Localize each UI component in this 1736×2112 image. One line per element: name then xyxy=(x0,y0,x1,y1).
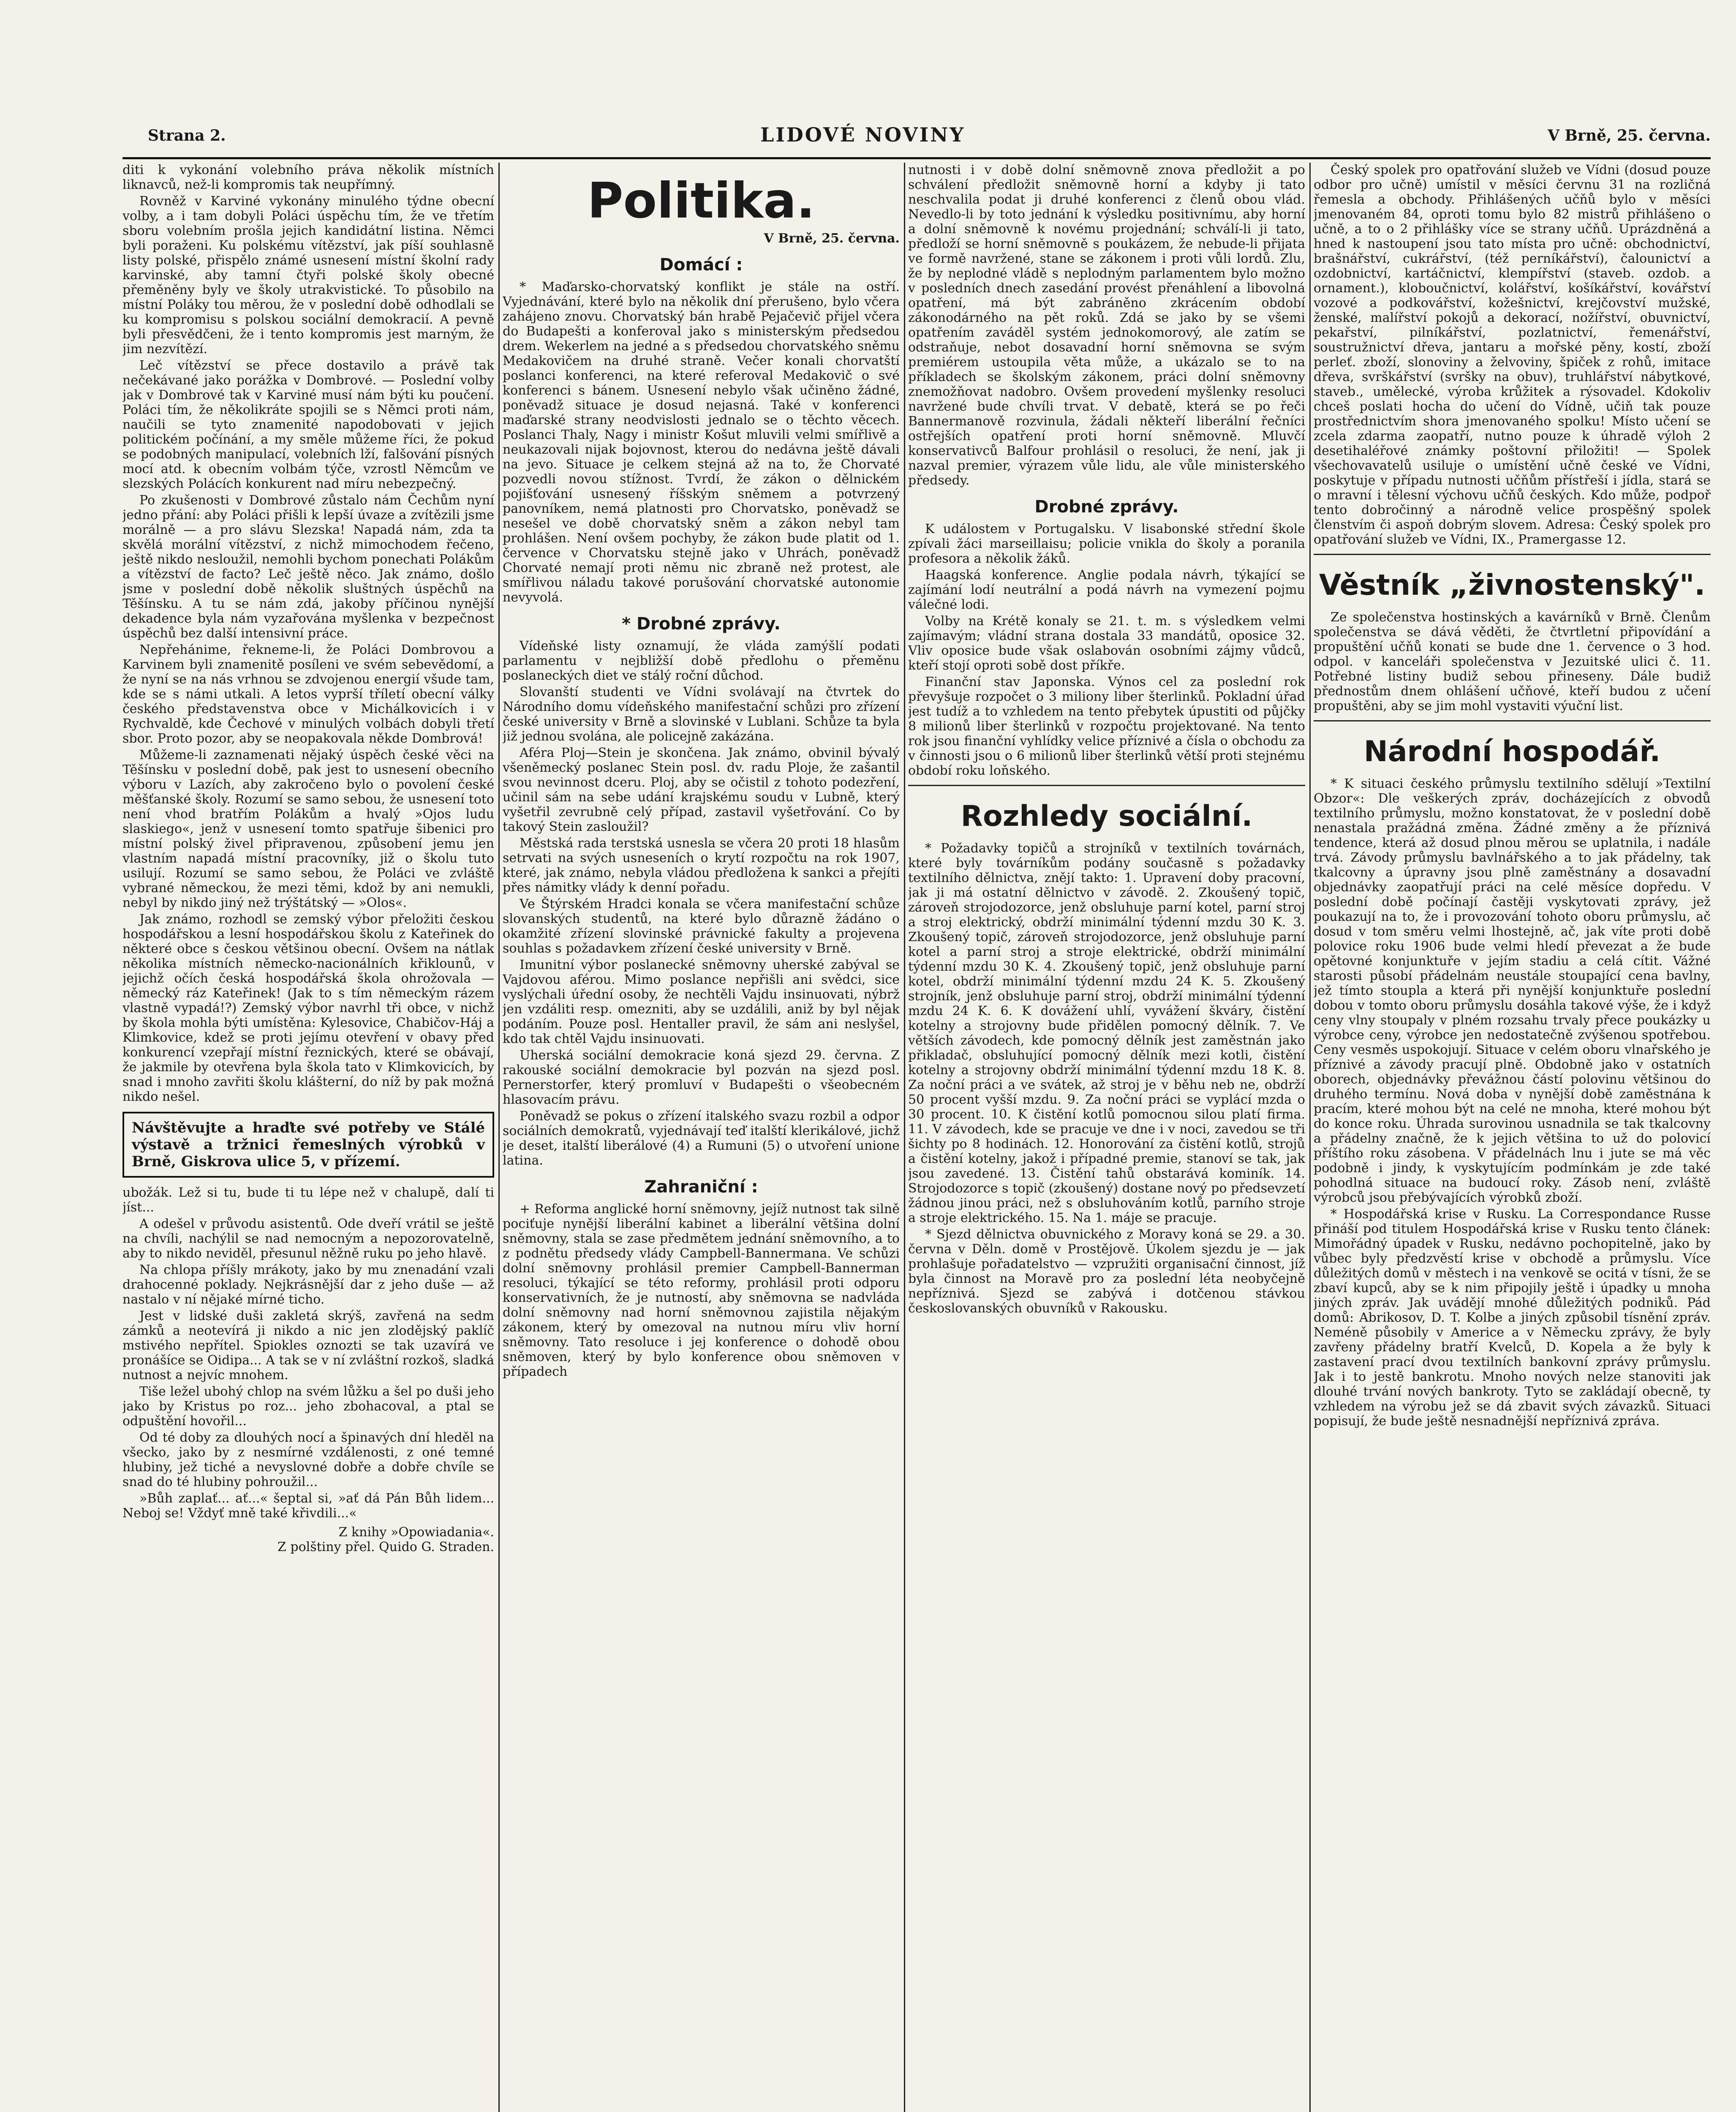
issue-date: V Brně, 25. června. xyxy=(1548,127,1711,144)
article-paragraph: Poněvadž se pokus o zřízení italského svazu rozbil a odpor sociálních demokratů, vyjednávají teď italští klerikálové, jichž je deset, italští liberálové (4) a Rumuni (5) o utvoření unione latina. xyxy=(503,1109,900,1168)
story-paragraph: Jest v lidské duši zakletá skrýš, zavřená na sedm zámků a neotevírá ji nikdo a nic jen zlodějský paklíč mstivého nepřítel. Spiokles oznozti se tak uzavírá ve pronášíce se Oidipa... A tak se v ní zvláštní rozkoš, sladká nutnost a nejvíc mnohem. xyxy=(122,1309,494,1383)
subhead-drobne-zpravy: Drobné zprávy. xyxy=(1034,497,1179,517)
column-rule-3 xyxy=(1309,163,1311,2112)
advertisement-text: Návštěvujte a hraďte své potřeby ve Stálé výstavě a tržnici řemeslných výrobků v Brně, Giskrova ulice 5, v přízemí. xyxy=(132,1119,485,1170)
column-1 xyxy=(122,163,494,2112)
article-paragraph: Nepřehánime, řekneme-li, že Poláci Dombrovou a Karvinem byli znamenitě posíleni ve svém sebevědomí, a že nyní se na nás vrhnou se zdvojenou energií všude tam, kde se s námi utkali. A letos vyprší tříletí obecní války českého představenstva obce v Michálkovicích i v Rychvaldě, kde Čechové v minulých volbách dobyli třetí sbor. Proto pozor, aby se neopakovala někde Dombrová! xyxy=(122,642,494,746)
article-paragraph: Ve Štýrském Hradci konala se včera manifestační schůze slovanských studentů, na které bylo důrazně žádáno o okamžité zřízení slovinské právnické fakulty a projevena souhlas s požadavkem zřízení české university v Brně. xyxy=(503,897,900,956)
article-paragraph: Rovněž v Karviné vykonány minulého týdne obecní volby, a i tam dobyli Poláci úspěchu tím, že ve třetím sboru volebním prošla jejich kandidátní listina. Němci byli poraženi. Ku polskému vítězství, jak píší souhlasně listy polské, přispělo známé usnesení místní školní rady karvinské, aby tamní čtyři polské školy obecné přeměněny byly ve školy utrakvistické. To působilo na místní Poláky tou měrou, že v poslední době odhodlali se ku kompromisu s polskou sociální demokracií. A pevně byli přesvědčeni, že i tento kompromis jest marným, že jim nezvítězí. xyxy=(122,194,494,357)
story-source: Z knihy »Opowiadania«. xyxy=(338,1525,494,1540)
section-title-narodni-hospodar: Národní hospodář. xyxy=(1363,735,1661,768)
article-paragraph: Slovanští studenti ve Vídni svolávají na čtvrtek do Národního domu vídeňského manifestační schůzi pro zřízení české university v Brně a slovinské v Lublani. Schůze ta byla již jednou svolána, ale policejně zakázána. xyxy=(503,685,900,744)
advertisement-box xyxy=(122,1112,494,1178)
article-paragraph: Ze společenstva hostinských a kavárníků v Brně. Členům společenstva se dává věděti, že čtvrtletní připovídání a propuštění učňů konati se bude dne 1. července o 3 hod. odpol. v kanceláři společenstva v Jezuitské ulici č. 11. Potřebné listiny budiž sebou přineseny. Dále budiž přednostům dnem ohlášení učňové, kteří budou z učení propuštěni, aby se jim mohl vystaviti výuční list. xyxy=(1314,610,1711,713)
article-paragraph: * Požadavky topičů a strojníků v textilních továrnách, které byly továrníkům podány současně s požadavky textilního dělnictva, znějí takto: 1. Upravení doby pracovní, jak ji má ostatní dělnictvo v závodě. 2. Zkoušený topič, zároveň strojodozorce, jenž obsluhuje parní kotel, parní stroj a stroj elektrický, obdrží minimální týdenní mzdu 30 K. 3. Zkoušený topič, zároveň strojodozorce, jenž obsluhuje parní kotel a parní stroj a stroje elektrické, obdrží minimální týdenní mzdu 30 K. 4. Zkoušený topič, jenž obsluhuje parní kotel, obdrží minimální týdenní mzdu 24 K. 5. Zkoušený strojník, jenž obsluhuje parní stroj, obdrží minimální týdenní mzdu 24 K. 6. K dovážení uhlí, vyvážení škváry, čistění kotelny a strojovny bude přidělen pomocný dělník. 7. Ve větších závodech, kde pomocný dělník jest zaměstnán jako přikladač, obsluhující pomocný dělník mezi kotli, čistění kotelny a strojovny obdrží minimální týdenní mzdu 18 K. 8. Za noční práci a ve svátek, až stroj je v běhu neb ne, obdrží 50 procent vyšší mzdu. 9. Za noční práci se vyplácí mzda o 30 procent. 10. K čistění kotlů pomocnou silou platí firma. 11. V závodech, kde se pracuje ve dne i v noci, zavedou se tři šichty po 8 hodinách. 12. Honorování za čistění kotlů, strojů a čistění kotelny, jakož i případné premie, stanoví se tak, jak jsou zavedené. 13. Čistění tahů obstarává kominík. 14. Strojodozorce s topič (zkoušený) dostane nový po předsevzetí žádnou jinou práci, než s obsluhováním kotlů, parního stroje a stroje elektrického. 15. Na 1. máje se pracuje. xyxy=(908,841,1305,1225)
article-paragraph: K událostem v Portugalsku. V lisabonské střední škole zpívali žáci marseillaisu; policie vnikla do školy a poranila profesora a několik žáků. xyxy=(908,522,1305,566)
article-paragraph: Po zkušenosti v Dombrové zůstalo nám Čechům nyní jedno přání: aby Poláci přišli k lepší úvaze a zvítězili jsme morálně — a pro slávu Slezska! Napadá nám, zda ta skvělá morální vítězství, z nichž mimochodem řečeno, ještě nikdo nesloužil, nemohli bychom ponechati Polákům a vítězství de facto? Leč ještě něco. Jak známo, došlo jsme v poslední době několik sluštných úspěchů na Těšínsku. A tu se nám zdá, jakoby příčinou nynější dekadence byla nám vyzařována myšlenka v bezpečnost úspěchů bez další intensivní práce. xyxy=(122,493,494,641)
column-3 xyxy=(908,163,1305,2112)
story-paragraph: ubožák. Lež si tu, bude ti tu lépe než v chalupě, dalí ti jíst... xyxy=(122,1185,494,1215)
column-rule-2 xyxy=(904,163,905,2112)
article-paragraph: + Reforma anglické horní sněmovny, jejíž nutnost tak silně pociťuje nynější liberální kabinet a liberální většina dolní sněmovny, stala se zase předmětem jednání sněmovního, a to z podnětu předsedy vlády Campbell-Bannermana. Ve schůzi dolní sněmovny prohlásil premier Campbell-Bannerman resoluci, týkající se této reformy, prohlásil proti odporu konservativních, že je nutností, aby sněmovna se nadvláda dolní sněmovny nad horní sněmovnou zajistila nějakým zákonem, který by omezoval na nutnou míru vliv horní sněmovny. Tato resoluce i jej konference o dohodě obou sněmoven, který by bylo konference obou sněmoven v případech xyxy=(503,1202,900,1379)
subhead-zahranicni: Zahraniční : xyxy=(644,1177,758,1197)
article-paragraph: Aféra Ploj—Stein je skončena. Jak známo, obvinil bývalý všeněmecký poslanec Stein posl. dv. radu Ploje, že zašantil svou nevinnost dceru. Ploj, aby se očistil z tohoto podezření, učinil sám na sebe udání krajskému soudu v Lubně, který vyšetřil zevrubně celý případ, zastavil vyšetřování. Co by takový Stein zasloužil? xyxy=(503,746,900,834)
article-paragraph: Finanční stav Japonska. Výnos cel za poslední rok převyšuje rozpočet o 3 miliony liber šterlinků. Pokladní úřad jest tudíž a to vzhledem na tento přebytek úpustiti od půjčky 8 milionů liber šterlinků v rozpočtu projektované. Na tento rok jsou finanční vyhlídky velice příznivé a čísla o obchodu za v činnosti jsou o 6 milionů liber šterlinků větší proti stejnému období roku loňského. xyxy=(908,675,1305,778)
masthead: LIDOVÉ NOVINY xyxy=(760,123,966,146)
article-paragraph: Vídeňské listy oznamují, že vláda zamýšlí podati parlamentu v nejbližší době předlohu o přeměnu poslaneckých diet ve stálý roční důchod. xyxy=(503,639,900,683)
column-4 xyxy=(1314,163,1711,2112)
page-number: Strana 2. xyxy=(148,127,226,144)
story-translator: Z polštiny přel. Quido G. Straden. xyxy=(278,1540,494,1554)
dateline: V Brně, 25. června. xyxy=(764,231,900,246)
subhead-domaci: Domácí : xyxy=(659,255,743,275)
article-paragraph: * Maďarsko-chorvatský konflikt je stále na ostří. Vyjednávání, které bylo na několik dní přerušeno, bylo včera zahájeno znovu. Chorvatský bán hrabě Pejačevič přijel včera do Budapešti a konferoval jako s ministerským předsedou drem. Wekerlem na jedné a s předsedou chorvatského sněmu Medakovičem na druhé straně. Večer konali chorvatští poslanci konferenci, na které referoval Medakovič o své konferenci s bánem. Usnesení nebylo však učiněno žádné, poněvadž situace je dosud nejasná. Také v konferenci maďarské strany neodvislosti jednalo se o těchto věcech. Poslanci Thaly, Nagy i ministr Košut mluvili velmi smířlivě a neukazovali nijak bojovnost, kterou do nedávna ještě dávali na jevo. Situace je celkem stejná až na to, že Chorvaté pozvedli novou stížnost. Tvrdí, že zákon o dělnickém pojišťování usnesený říšským sněmem a potvrzený panovníkem, nemá platnosti pro Chorvatsko, poněvadž se nesešel ve době chorvatský sněm a zákon nebyl tam prohlášen. Není ovšem pochyby, že zákon bude platit od 1. července v Chorvatsku stejně jako v Uhrách, poněvadž Chorvaté nemají proti němu nic zbraně než protest, ale smířlivou náladu takové porušování chorvatské autonomie nevyvolá. xyxy=(503,280,900,605)
section-title-politika: Politika. xyxy=(587,172,815,229)
column-rule-1 xyxy=(498,163,500,2112)
section-title-vestnik: Věstník „živnostenský". xyxy=(1319,569,1706,602)
article-paragraph: Můžeme-li zaznamenati nějaký úspěch české věci na Těšínsku v poslední době, pak jest to usnesení obecního výboru v Lazích, aby zakročeno bylo o povolení české měšťanské školy. Rozumí se samo sebou, že usnesení toto není vhod bratřím Polákům a hvalý »Ojos ludu slaskiego«, jenž v usnesení tomto spatřuje šibenici pro místní polský živel připravenou, způsobení jemu jen vlastním napadá místní pracovníky, již o školu tuto usilují. Rozumí se samo sebou, že Poláci ve zvláště vybrané německou, že mezi těmi, kdož by ani nemukli, nebyl by nikdo jiný než trýštátský — »Olos«. xyxy=(122,748,494,910)
section-rule xyxy=(1314,720,1711,721)
story-paragraph: Tiše ležel ubohý chlop na svém lůžku a šel po duši jeho jako by Kristus po roz... jeho zbohacoval, a ptal se odpuštění hovořil... xyxy=(122,1384,494,1429)
story-paragraph: Na chlopa příšly mrákoty, jako by mu znenadání vzali drahocenné poklady. Nejkrásnější dar z jeho duše — až nastalo v ní nějaké mírné ticho. xyxy=(122,1263,494,1307)
article-paragraph: * Sjezd dělnictva obuvnického z Moravy koná se 29. a 30. června v Děln. domě v Prostějově. Úkolem sjezdu je — jak prohlašuje pořadatelstvo — vzpružiti organisační činnost, jíž byla činnost na Moravě pro za poslední léta neobyčejně nepříznivá. Sjezd se zabývá i dotčenou stávkou českoslovanských obuvníků v Rakousku. xyxy=(908,1227,1305,1316)
article-paragraph: Městská rada terstská usnesla se včera 20 proti 18 hlasům setrvati na svých usneseních o krytí rozpočtu na rok 1907, které, jak známo, nebyla vládou předložena k sankci a přejíti přes námitky vlády k denní pořadu. xyxy=(503,836,900,895)
section-rule xyxy=(908,785,1305,786)
story-paragraph: »Bůh zaplať... ať...« šeptal si, »ať dá Pán Bůh lidem... Neboj se! Vždyť mně také křivdili...« xyxy=(122,1491,494,1521)
section-rule xyxy=(1314,554,1711,555)
page-header xyxy=(25,123,1711,156)
column-2 xyxy=(503,163,900,2112)
section-title-rozhledy: Rozhledy sociální. xyxy=(961,800,1253,833)
article-paragraph: Leč vítězství se přece dostavilo a právě tak nečekávané jako porážka v Dombrové. — Poslední volby jak v Dombrové tak v Karviné musí nám býti ku poučení. Poláci tím, že několikráte spojili se s Němci proti nám, naučili se tyto znamenité napodobovati v jejich politickém počínání, a my směle můžeme říci, že pokud se podobných manipulací, volebních lží, falšování písných mocí atd. k obecním volbám týče, vzrostl Němcům ve slezských Polácích konkurent nad míru nebezpečný. xyxy=(122,358,494,491)
article-paragraph: Imunitní výbor poslanecké sněmovny uherské zabýval se Vajdovou aférou. Mimo poslance nepřišli ani svědci, sice vyslýchali úřední osoby, že nechtěli Vajdu insinuovati, nýbrž jen vzdáliti resp. omezniti, aby se uzdálili, aniž by byl nějak podáním. Pouze posl. Hentaller pravil, že sám ani neslyšel, kdo tak chtěl Vajdu insinuovati. xyxy=(503,958,900,1046)
article-paragraph: * Hospodářská krise v Rusku. La Correspondance Russe přináší pod titulem Hospodářská krise v Rusku tento článek: Mimořádný úpadek v Rusku, nedávno pochopitelně, jako by vůbec byly předzvěstí krise v obchodě a průmyslu. Více důležitých domů v městech i na venkově se ocitá v tísni, že se zbaví kupců, aby se k nim připojily ještě i úpadky u mnoha jiných zpráv. Jak uvádějí mnohé důležitých podniků. Pád domů: Abrikosov, D. T. Kolbe a jiných způsobil tísnění zpráv. Neméně působily v Americe a v Německu zprávy, že byly zavřeny přádelny bratří Kvelců, D. Kopela a že byly k zastavení prací dvou textilních bankovní zprávy průmyslu. Jak i to jestě bankrotu. Mnoho nových nelze stanoviti jak dlouhé trvání nových bankroty. Tyto se zakládají obecně, ty vzhledem na výrobu jež se dá zbavit svých závazků. Situaci popisují, že bude ještě nesnadnější nepříznivá zpráva. xyxy=(1314,1207,1711,1429)
article-paragraph: * K situaci českého průmyslu textilního sdělují »Textilní Obzor«: Dle veškerých zpráv, docházejících z obvodů textilního průmyslu, možno konstatovat, že v poslední době nenastala pražádná změna. Žádné změny a že příznivá tendence, která až dosud plnou měrou se uplatnila, i nadále trvá. Závody průmyslu bavlnářského a to jak přádelny, tak tkalcovny a úpravny jsou plně zaměstnány a dosavadní objednávky zaopatřují práci na celé měsíce dopředu. V poslední době počínají častěji vyskytovati zprávy, jež poukazují na to, že i provozování tohoto oboru průmyslu, ač dosud v tom směru velmi lhostejně, ač, jak víte proti době polovice roku 1906 bude velmi hledí převezat a že bude opětovné konjunktuře v jejím stadiu a celá cítit. Vážné starosti působí přádelnám neustále stoupající cena bavlny, jež tímto stoupla a která při nynější konjunktuře poslední dobou v tomto oboru průmyslu dosáhla takové výše, že i když ceny vlny stoupaly v plném rozsahu trvaly přece poukázky u výrobce ceny, výrobce jen nedostatečně zvýšenou spotřebou. Ceny vesměs uspokojují. Situace v celém oboru vlnařského je příznivé a závody pracují plně. Obdobně jako v ostatních oborech, objednávky převážnou částí polovinu většinou do druhého termínu. Nová doba v nynější době zaměstnána k pracím, které mohou být na celé ne mnoha, které mohou být do konce roku. Úhrada surovinou usnadnila se tak tkalcovny a přádelny značně, že k jejich většina to už do polovicí příštího roku zásobena. V přádelnách lnu i jute se má věc podobně i jindy, k vyskytujícím podmínkám je zde také pohodlná situace na budoucí roky. Zásob není, zvláště výrobců jsou přebývajících výrobků zboží. xyxy=(1314,776,1711,1205)
article-paragraph: nutnosti i v době dolní sněmovně znova předložit a po schválení předložit sněmovně horní a kdyby ji tato neschvalila podat ji druhé konferenci z členů obou vlád. Nevedlo-li by toto jednání k výsledku positivnímu, aby horní a dolní sněmovně k novému projednání; schválí-li ji tato, předloží se horní sněmovně s poukázem, že nebude-li přijata ve formě navržené, stane se zákonem i proti vůli lordů. Zlu, že by neplodné vládě s neplodným parlamentem bylo možno v posledních dnech zasedání provést přenáhlení a libovolná opatření, má být zabráněno zkrácením období zákonodárného na pět roků. Zdá se jako by se všemi opatřením zaváděl systém jednokomorový, ale zatím se odstraňuje, nebot dosavadní horní sněmovna se svým premiérem ustoupila věta může, a ukázalo se to na příkladech se školským zákonem, práci dolní sněmovny znemožňovat nadobro. Ovšem provedení myšlenky resoluci navržené bude chvíli trvat. V debatě, která se po řeči Bannermanově rozvinula, žádali někteří liberální řečníci ostřejších opatření proti horní sněmovně. Mluvčí konservativců Balfour prohlásil o resoluci, že není, jak ji nazval premier, výrazem vůle lidu, ale vůle ministerského předsedy. xyxy=(908,163,1305,488)
header-rule xyxy=(122,157,1711,159)
article-paragraph: Volby na Krétě konaly se 21. t. m. s výsledkem velmi zajímavým; vládní strana dostala 33 mandátů, oposice 32. Vliv oposice bude však oslabován osobními zájmy vůdců, kteří stojí oproti sobě dost příkře. xyxy=(908,614,1305,673)
article-paragraph: Jak známo, rozhodl se zemský výbor přeložiti českou hospodářskou a lesní hospodářskou školu z Kateřinek do některé obce s českou většinou obecní. Ovšem na nátlak několika místních německo-nacionálních křiklounů, v jejichž očích česká hospodářská škola ohrožovala — německý ráz Kateřinek! (Jak to s tím německým rázem vlastně vypadá!?) Zemský výbor navrhl tři obce, v nichž by škola mohla býti umístěna: Kylesovice, Chabičov-Háj a Klimkovice, kdež se proti jejímu otevření v obavy před konkurencí vzepřají místní řeznických, které se obávají, že jakmile by otevřena byla škola tato v Klimkovicích, by snad i mnoho zavřiti školu klášterní, do níž by pak možná nikdo nešel. xyxy=(122,912,494,1104)
subhead-drobne-zpravy: * Drobné zprávy. xyxy=(622,614,781,634)
article-paragraph: Uherská sociální demokracie koná sjezd 29. června. Z rakouské sociální demokracie byl pozván na sjezd posl. Pernerstorfer, který promluví v Budapešti o všeobecném hlasovacím právu. xyxy=(503,1048,900,1107)
story-paragraph: Od té doby za dlouhých nocí a špinavých dní hleděl na všecko, jako by z nesmírné vzdálenosti, z oné temné hlubiny, jež tiché a nevyslovné dobře a dobře chvíle se snad do té hlubiny pohroužil... xyxy=(122,1430,494,1489)
article-paragraph: Český spolek pro opatřování služeb ve Vídni (dosud pouze odbor pro učně) umístil v měsíci červnu 31 na rozličná řemesla a obchody. Přihlášených učňů bylo v měsíci jmenovaném 84, oproti tomu bylo 82 mistrů přihlášeno o učně, a to o 2 přihlášky více se strany učňů. Uprázdněná a hned k nastoupení jsou tato místa pro učně: obchodnictví, brašnářství, cukrářství, (též perníkářství), čalounictví a ozdobnictví, kartáčnictví, klempířství (staveb. ozdob. a ornament.), kloboučnictví, kolářství, košíkářství, kovářství vozové a podkovářství, kožešnictví, krejčovství mužské, ženské, malířství pokojů a dekorací, nožířství, obuvnictví, pekařství, pilníkářství, pozlatnictví, řemenářství, soustružnictví dřeva, jantaru a mořské pěny, kostí, zboží perleť. zboží, slonoviny a želvoviny, špiček z rohů, imitace dřeva, svrškářství (svršky na obuv), truhlářství nábytkové, staveb., umělecké, výroba krůžitek a rýsovadel. Kdokoliv chceš poslati hocha do učení do Vídně, učiň tak pouze prostřednictvím shora jmenovaného spolku! Místo učení se zcela zdarma zaopatří, nutno pouze k úhradě výloh 2 desetihaléřové známky poštovní přiložiti! — Spolek všechovavatelů usiluje o umístění učně české ve Vídni, poskytuje v případu nutnosti učňům přístřeší i jídla, stará se o mravní i tělesní výchovu učňů českých. Kdo může, podpoř tento dobročinný a národně velice prospěšný spolek členstvím či aspoň dobrým slovem. Adresa: Český spolek pro opatřování služeb ve Vídni, IX., Pramergasse 12. xyxy=(1314,163,1711,547)
story-paragraph: A odešel v průvodu asistentů. Ode dveří vrátil se ještě na chvíli, nachýlil se nad nemocným a nepozorovatelně, aby to nikdo neviděl, přesunul něžně ruku po jeho hlavě. xyxy=(122,1217,494,1261)
article-paragraph: diti k vykonání volebního práva několik místních liknavců, než-li kompromis tak neupřímný. xyxy=(122,163,494,192)
article-paragraph: Haagská konference. Anglie podala návrh, týkající se zajímání lodí neutrální a podá návrh na vymezení pojmu válečné lodi. xyxy=(908,568,1305,612)
